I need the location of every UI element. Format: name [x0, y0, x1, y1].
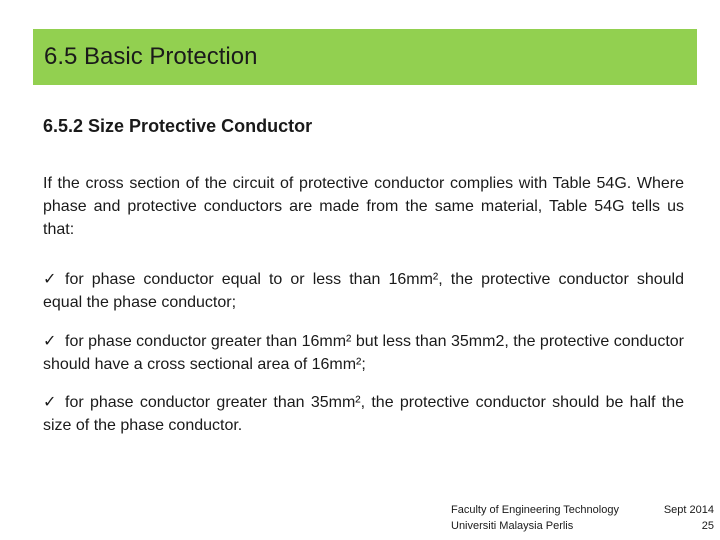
section-heading: 6.5.2 Size Protective Conductor — [43, 116, 313, 136]
checkmark-icon: ✓ — [43, 333, 57, 350]
footer-faculty: Faculty of Engineering Technology — [451, 504, 619, 516]
bullet-item — [43, 268, 684, 314]
slide-footer — [451, 502, 714, 534]
footer-date: Sept 2014 — [663, 504, 714, 516]
page-number: 25 — [701, 520, 714, 532]
bullet-text: for phase conductor greater than 35mm², the protective conductor should be half the size of the phase conductor. — [43, 394, 684, 434]
title-bar — [33, 29, 697, 85]
slide-title: 6.5 Basic Protection — [44, 43, 258, 70]
bullet-item — [43, 391, 684, 437]
bullet-text: for phase conductor equal to or less than 16mm², the protective conductor should equal the phase conductor; — [43, 271, 684, 311]
bullet-text: for phase conductor greater than 16mm² but less than 35mm2, the protective conductor should have a cross sectional area of 16mm²; — [43, 333, 684, 373]
footer-university: Universiti Malaysia Perlis — [451, 520, 574, 532]
intro-paragraph: If the cross section of the circuit of protective conductor complies with Table 54G. Where phase and protective conductors are made from the same material, Table 54G tells us that: — [43, 175, 684, 238]
checkmark-icon: ✓ — [43, 394, 57, 411]
bullet-item — [43, 330, 684, 376]
checkmark-icon: ✓ — [43, 271, 57, 288]
